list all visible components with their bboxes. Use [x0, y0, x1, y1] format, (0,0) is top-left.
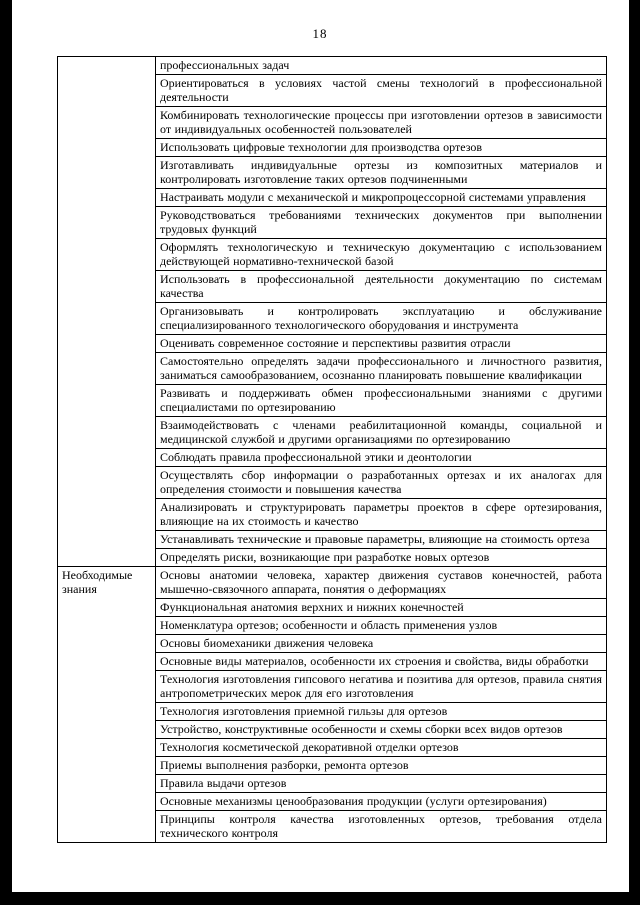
table-cell: Номенклатура ортезов; особенности и область применения узлов [156, 617, 607, 635]
table-cell: профессиональных задач [156, 57, 607, 75]
section-label-cell [58, 57, 156, 567]
section-label-cell: Необходимые знания [58, 567, 156, 843]
table-cell: Приемы выполнения разборки, ремонта ортезов [156, 757, 607, 775]
table-cell: Руководствоваться требованиями технических документов при выполнении трудовых функций [156, 207, 607, 239]
table-cell: Принципы контроля качества изготовленных ортезов, требования отдела технического контроля [156, 811, 607, 843]
table-cell: Организовывать и контролировать эксплуатацию и обслуживание специализированного технологического оборудования и инструмента [156, 303, 607, 335]
table-cell: Основы анатомии человека, характер движения суставов конечностей, работа мышечно-связочного аппарата, понятия о деформациях [156, 567, 607, 599]
table-cell: Использовать в профессиональной деятельности документацию по системам качества [156, 271, 607, 303]
table-cell: Осуществлять сбор информации о разработанных ортезах и их аналогах для определения стоимости и повышения качества [156, 467, 607, 499]
table-cell: Устанавливать технические и правовые параметры, влияющие на стоимость ортеза [156, 531, 607, 549]
table-cell: Устройство, конструктивные особенности и схемы сборки всех видов ортезов [156, 721, 607, 739]
table-cell: Технология изготовления гипсового негатива и позитива для ортезов, правила снятия антропометрических мерок для его изготовления [156, 671, 607, 703]
table-cell: Основные механизмы ценообразования продукции (услуги ортезирования) [156, 793, 607, 811]
scan-edge-bottom [0, 892, 640, 905]
table-cell: Развивать и поддерживать обмен профессиональными знаниями с другими специалистами по ортезированию [156, 385, 607, 417]
table-cell: Определять риски, возникающие при разработке новых ортезов [156, 549, 607, 567]
table-cell: Основы биомеханики движения человека [156, 635, 607, 653]
table-row [58, 57, 607, 75]
table-cell: Изготавливать индивидуальные ортезы из композитных материалов и контролировать изготовление таких ортезов подчиненными [156, 157, 607, 189]
table-cell: Технология косметической декоративной отделки ортезов [156, 739, 607, 757]
table-cell: Настраивать модули с механической и микропроцессорной системами управления [156, 189, 607, 207]
page-number: 18 [312, 26, 328, 41]
scan-edge-right [629, 0, 640, 905]
table-cell: Взаимодействовать с членами реабилитационной команды, социальной и медицинской службой и другими организациями по ортезированию [156, 417, 607, 449]
table-cell: Соблюдать правила профессиональной этики и деонтологии [156, 449, 607, 467]
doc-table [57, 56, 607, 843]
table-row [58, 567, 607, 599]
table-cell: Основные виды материалов, особенности их строения и свойства, виды обработки [156, 653, 607, 671]
doc-table-body [58, 57, 607, 843]
table-cell: Функциональная анатомия верхних и нижних конечностей [156, 599, 607, 617]
table-cell: Анализировать и структурировать параметры проектов в сфере ортезирования, влияющие на их стоимость и качество [156, 499, 607, 531]
table-cell: Использовать цифровые технологии для производства ортезов [156, 139, 607, 157]
table-cell: Правила выдачи ортезов [156, 775, 607, 793]
table-cell: Технология изготовления приемной гильзы для ортезов [156, 703, 607, 721]
table-cell: Комбинировать технологические процессы при изготовлении ортезов в зависимости от индивидуальных особенностей пользователей [156, 107, 607, 139]
table-cell: Оценивать современное состояние и перспективы развития отрасли [156, 335, 607, 353]
table-cell: Самостоятельно определять задачи профессионального и личностного развития, заниматься самообразованием, осознанно планировать повышение квалификации [156, 353, 607, 385]
table-cell: Оформлять технологическую и техническую документацию с использованием действующей нормативно-технической базой [156, 239, 607, 271]
scan-edge-left [0, 0, 12, 905]
table-cell: Ориентироваться в условиях частой смены технологий в профессиональной деятельности [156, 75, 607, 107]
